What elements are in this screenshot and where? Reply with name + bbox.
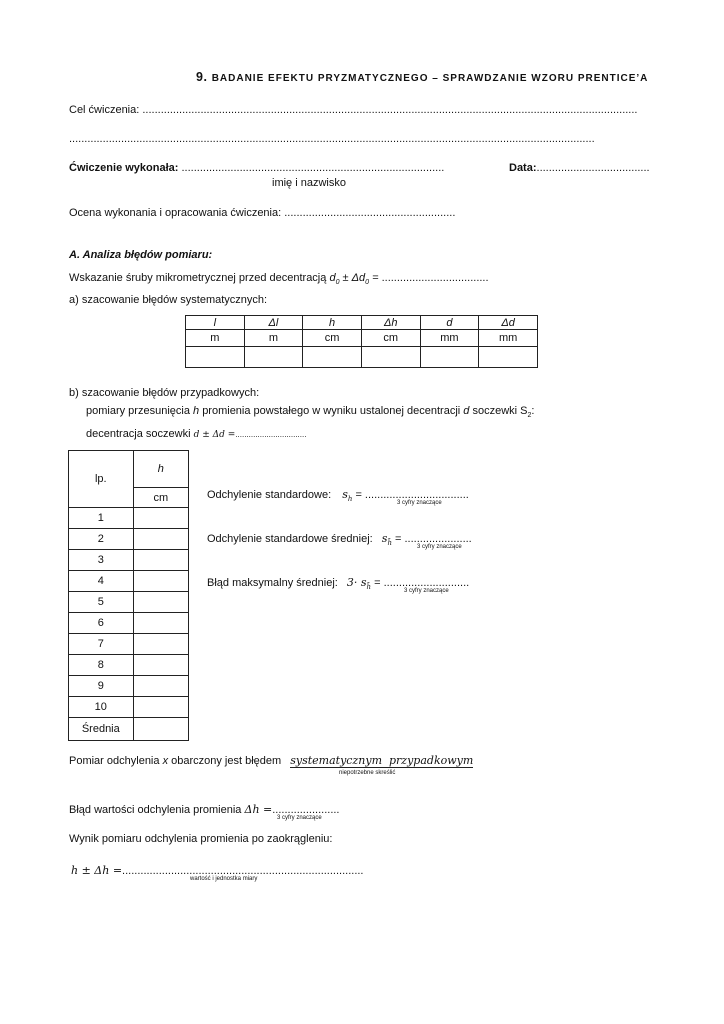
row-number: 10 <box>69 697 134 718</box>
row-number: 3 <box>69 550 134 571</box>
grade-label: Ocena wykonania i opracowania ćwiczenia: <box>69 207 282 219</box>
result-note: wartość i jednostka miary <box>190 876 258 882</box>
max-error-subscript: h̄ <box>366 583 372 592</box>
value-cell[interactable] <box>479 347 538 368</box>
burden-x: x <box>162 755 169 767</box>
table-row <box>69 529 189 550</box>
result-label: Wynik pomiaru odchylenia promienia po zaokrągleniu: <box>69 833 333 845</box>
result-field[interactable]: ............................................................................... <box>122 865 364 877</box>
h-unit: cm <box>133 488 188 508</box>
result-formula: h ± Δh = <box>71 864 123 877</box>
table-row <box>69 634 189 655</box>
std-mean-field[interactable]: = ...................... <box>395 533 472 545</box>
grade-row <box>69 207 455 219</box>
desc-d: d <box>463 405 470 417</box>
row-number: 2 <box>69 529 134 550</box>
random-label: b) szacowanie błędów przypadkowych: <box>69 387 260 399</box>
title-text: BADANIE EFEKTU PRYZMATYCZNEGO – SPRAWDZANIE WZORU PRENTICE’A <box>211 73 649 84</box>
unit-d: mm <box>420 330 479 347</box>
systematic-symbol-row <box>186 316 538 330</box>
error-value-label: Błąd wartości odchylenia promienia <box>69 804 242 816</box>
h-value-cell[interactable] <box>133 676 188 697</box>
table-row <box>69 571 189 592</box>
decentration-row <box>86 428 306 440</box>
performer-label: Ćwiczenie wykonała: <box>69 162 179 174</box>
std-field[interactable]: = .................................. <box>355 489 469 501</box>
unit-dd: mm <box>479 330 538 347</box>
unit-l: m <box>186 330 245 347</box>
row-number: 8 <box>69 655 134 676</box>
row-number: 7 <box>69 634 134 655</box>
desc-post: soczewki S <box>472 405 528 417</box>
burden-row <box>69 754 473 767</box>
systematic-unit-row <box>186 330 538 347</box>
measurement-table <box>68 450 189 741</box>
sym-d: d <box>420 316 479 330</box>
lp-header: lp. <box>69 451 134 508</box>
value-cell[interactable] <box>186 347 245 368</box>
std-symbol: s <box>342 488 348 501</box>
goal-row <box>69 104 637 116</box>
table-row <box>69 676 189 697</box>
random-description <box>86 405 534 419</box>
error-value-field[interactable]: ...................... <box>272 804 340 816</box>
h-value-cell[interactable] <box>133 634 188 655</box>
systematic-label: a) szacowanie błędów systematycznych: <box>69 294 268 306</box>
h-average-cell[interactable] <box>133 718 188 741</box>
unit-dl: m <box>244 330 303 347</box>
h-value-cell[interactable] <box>133 697 188 718</box>
value-cell[interactable] <box>244 347 303 368</box>
sym-dd: Δd <box>479 316 538 330</box>
date-field[interactable]: ..................................... <box>536 162 650 174</box>
row-number: 1 <box>69 508 134 529</box>
burden-note: niepotrzebne skreślić <box>339 770 396 776</box>
systematic-value-row <box>186 347 538 368</box>
h-value-cell[interactable] <box>133 508 188 529</box>
date-label: Data: <box>509 162 537 174</box>
table-row <box>69 655 189 676</box>
row-number: 4 <box>69 571 134 592</box>
table-row <box>69 550 189 571</box>
value-cell[interactable] <box>361 347 420 368</box>
burden-pre: Pomiar odchylenia <box>69 755 160 767</box>
h-value-cell[interactable] <box>133 550 188 571</box>
error-value-formula: Δh = <box>244 803 273 816</box>
decentration-formula: d ± Δd = <box>193 430 236 440</box>
max-error-symbol: 3· s <box>346 576 367 589</box>
desc-pre: pomiary przesunięcia <box>86 405 190 417</box>
sym-dl: Δl <box>244 316 303 330</box>
h-value-cell[interactable] <box>133 571 188 592</box>
decentration-label: decentracja soczewki <box>86 428 191 440</box>
screw-formula: $d_0 \pm \Delta d_0$ = <box>329 272 379 287</box>
max-error-note: 3 cyfry znaczące <box>404 588 449 594</box>
goal-line-1[interactable]: .................................................................................................................................................................. <box>142 104 638 116</box>
unit-h: cm <box>303 330 362 347</box>
table-row <box>69 613 189 634</box>
table-row <box>69 508 189 529</box>
average-label: Średnia <box>69 718 134 741</box>
value-cell[interactable] <box>420 347 479 368</box>
error-value-note: 3 cyfry znaczące <box>277 815 322 821</box>
burden-options[interactable]: systematycznym przypadkowym <box>290 754 474 767</box>
row-number: 9 <box>69 676 134 697</box>
h-value-cell[interactable] <box>133 592 188 613</box>
desc-h: h <box>193 405 200 417</box>
h-value-cell[interactable] <box>133 613 188 634</box>
performer-sublabel: imię i nazwisko <box>272 177 346 189</box>
table-row-average <box>69 718 189 741</box>
h-value-cell[interactable] <box>133 655 188 676</box>
h-header: h <box>133 451 188 488</box>
burden-mid: obarczony jest błędem <box>171 755 282 767</box>
section-a-heading: A. Analiza błędów pomiaru: <box>69 249 213 261</box>
value-cell[interactable] <box>303 347 362 368</box>
std-mean-label: Odchylenie standardowe średniej: <box>207 533 373 545</box>
row-number: 5 <box>69 592 134 613</box>
grade-field[interactable]: ........................................................ <box>284 207 456 219</box>
std-mean-note: 3 cyfry znaczące <box>417 544 462 550</box>
sym-dh: Δh <box>361 316 420 330</box>
table-row <box>69 697 189 718</box>
row-number: 6 <box>69 613 134 634</box>
decentration-field[interactable]: ................................ <box>235 430 307 439</box>
screw-text: Wskazanie śruby mikrometrycznej przed decentracją <box>69 272 327 284</box>
h-value-cell[interactable] <box>133 529 188 550</box>
date-row <box>509 162 650 174</box>
desc-mid: promienia powstałego w wyniku ustalonej decentracji <box>202 405 461 417</box>
max-error-label: Błąd maksymalny średniej: <box>207 577 338 589</box>
screw-field[interactable]: ................................... <box>381 272 489 284</box>
sym-l: l <box>186 316 245 330</box>
page-title <box>196 70 648 84</box>
std-mean-subscript: h̄ <box>387 539 392 548</box>
goal-label: Cel ćwiczenia: <box>69 104 140 116</box>
systematic-table <box>185 315 538 368</box>
desc-sub: 2 <box>527 412 532 420</box>
max-error-field[interactable]: = ............................ <box>374 577 470 589</box>
performer-field[interactable]: ...................................................................................... <box>181 162 445 174</box>
unit-dh: cm <box>361 330 420 347</box>
goal-line-2[interactable]: ............................................................................................................................................................................ <box>69 133 595 145</box>
performer-row <box>69 162 444 174</box>
table-row <box>69 592 189 613</box>
std-note: 3 cyfry znaczące <box>397 500 442 506</box>
screw-row <box>69 272 489 286</box>
desc-end: : <box>531 405 535 417</box>
std-label: Odchylenie standardowe: <box>207 489 332 501</box>
sym-h: h <box>303 316 362 330</box>
std-mean-symbol: s <box>381 532 388 545</box>
title-number: 9. <box>196 70 212 84</box>
std-subscript: h <box>347 495 353 504</box>
